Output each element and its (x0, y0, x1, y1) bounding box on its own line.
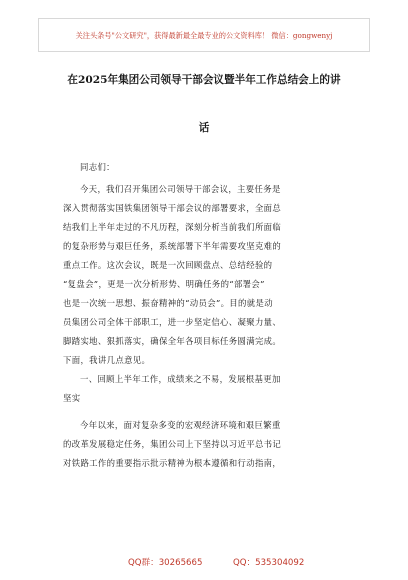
paragraph-line: “复盘会”，更是一次分析形势、明确任务的“部署会” (63, 279, 265, 289)
qq-group-number: QQ群：30265665 (128, 558, 203, 568)
section-heading-line: 坚实 (63, 393, 81, 403)
header-banner: 关注头条号"公文研究"，获得最新最全最专业的公文资料库！ 微信：gongwenyj (38, 18, 370, 52)
document-body (63, 160, 350, 540)
paragraph-line: 今天，我们召开集团公司领导干部会议，主要任务是 (80, 184, 281, 194)
paragraph-line: 重点工作。这次会议，既是一次回顾盘点、总结经验的 (63, 260, 273, 270)
paragraph-line: 今年以来，面对复杂多变的宏观经济环境和艰巨繁重 (80, 420, 281, 430)
paragraph-line: 也是一次统一思想、振奋精神的“动员会”。目的就是动 (63, 298, 273, 308)
paragraph-line: 的改革发展稳定任务，集团公司上下坚持以习近平总书记 (63, 439, 282, 449)
paragraph-line: 的复杂形势与艰巨任务，系统部署下半年需要攻坚克难的 (63, 241, 282, 251)
document-title-line-2: 话 (198, 122, 210, 134)
qq-number: QQ：535304092 (233, 558, 305, 568)
footer-contact (0, 552, 408, 572)
paragraph-line: 员集团公司全体干部职工，进一步坚定信心、凝聚力量、 (63, 317, 282, 327)
paragraph-line: 脚踏实地、狠抓落实，确保全年各项目标任务圆满完成。 (63, 336, 282, 346)
paragraph-line: 对铁路工作的重要指示批示精神为根本遵循和行动指南， (63, 458, 282, 468)
paragraph-line: 深入贯彻落实国铁集团领导干部会议的部署要求，全面总 (63, 203, 282, 213)
salutation: 同志们： (80, 162, 115, 172)
document-title-line-1: 在2025年集团公司领导干部会议暨半年工作总结会上的讲 (67, 74, 341, 86)
paragraph-line: 结我们上半年走过的不凡历程，深刻分析当前我们所面临 (63, 222, 282, 232)
paragraph-line: 下面，我讲几点意见。 (63, 355, 151, 365)
section-heading-line: 一、回顾上半年工作，成绩来之不易，发展根基更加 (80, 374, 281, 384)
